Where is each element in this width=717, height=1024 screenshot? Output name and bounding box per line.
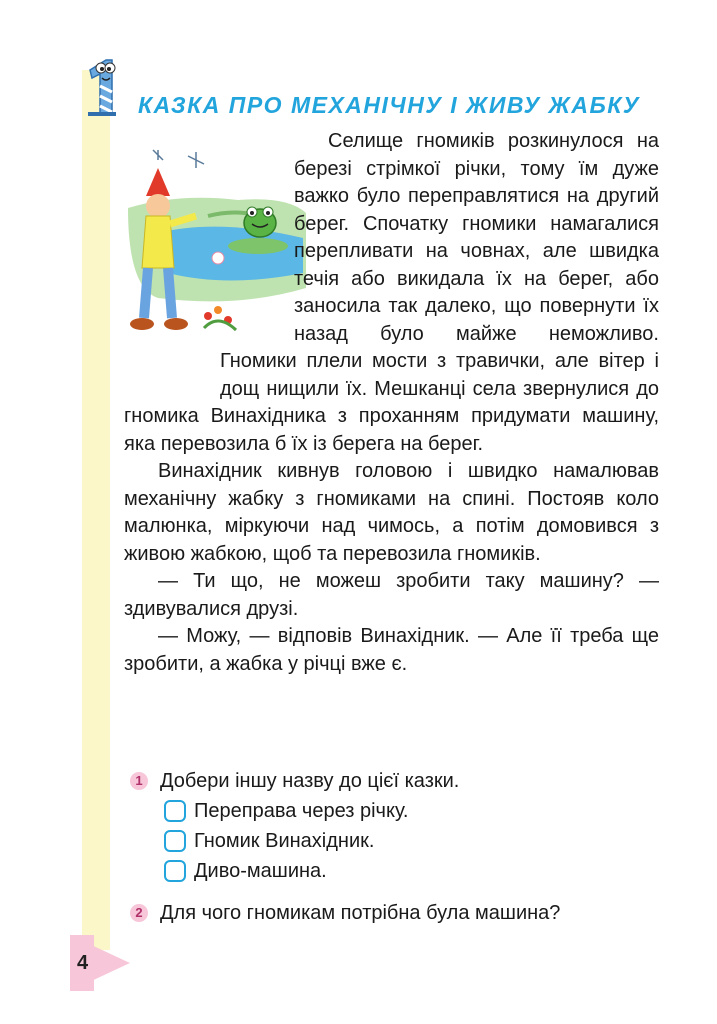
option-checkbox[interactable] [164,860,186,882]
margin-strip [82,70,110,950]
option-item[interactable] [164,826,668,856]
story-paragraph-3: — Ти що, не можеш зробити таку машину? — здивувалися друзі. [124,570,659,620]
option-item[interactable] [164,856,668,886]
story-paragraph-4: — Можу, — відповів Винахідник. — Але її треба ще зробити, а жабка у річці вже є. [124,625,659,675]
question-text: Добери іншу назву до цієї казки. [160,769,460,792]
questions-section [128,766,668,928]
story-paragraph-2: Винахідник кивнув головою і швидко намалював механічну жабку з гномиками на спині. Постояв коло малюнка, міркуючи над чимось, а потім домовився з живою жабкою, щоб та перевозила гномиків. [124,460,659,565]
option-item[interactable] [164,796,668,826]
page-number: 4 [77,952,89,974]
number-one-mascot-icon [82,56,122,120]
option-checkbox[interactable] [164,800,186,822]
page-title: КАЗКА ПРО МЕХАНІЧНУ І ЖИВУ ЖАБКУ [138,92,640,118]
question-number-badge: 1 [130,772,148,790]
question-text: Для чого гномикам потрібна була машина? [160,901,561,924]
story-text [124,128,659,678]
story-paragraph-1: Селище гномиків розкинулося на березі стрімкої річки, тому їм дуже важко було переправлятися на другий берег. Спочатку гномики намагалися перепливати на човнах, але швидка течія або викидала їх на берег, або заносила так далеко, що повернути їх назад було майже неможливо. Гномики плели мости з травички, але вітер і дощ нищили їх. Мешканці села звернулися до гномика Винахідника з проханням придумати машину, яка перевозила б їх із берега на берег. [124,130,659,455]
question-number-badge: 2 [130,904,148,922]
option-checkbox[interactable] [164,830,186,852]
option-label: Диво-машина. [194,859,327,882]
question-2 [128,898,668,928]
option-label: Переправа через річку. [194,799,409,822]
question-1 [128,766,668,796]
option-label: Гномик Винахідник. [194,829,375,852]
